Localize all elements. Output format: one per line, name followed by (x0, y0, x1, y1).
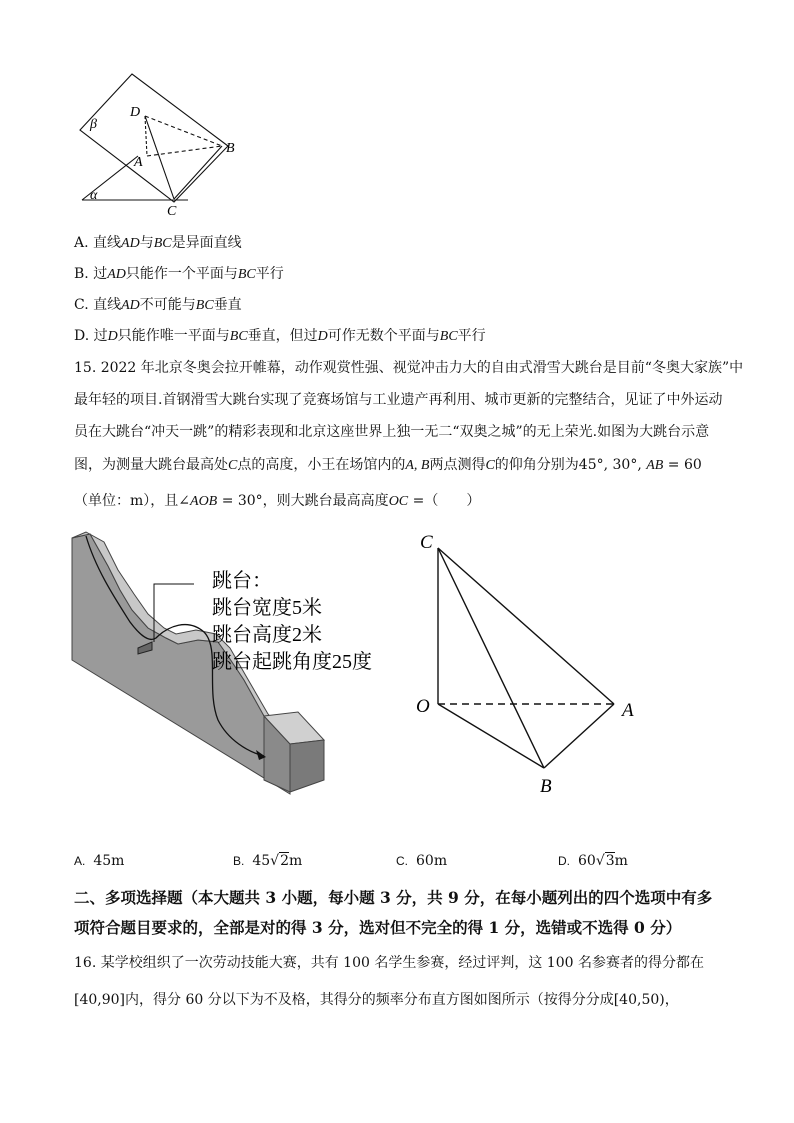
q15-line-1: 15. 2022 年北京冬奥会拉开帷幕，动作观赏性强、视觉冲击力大的自由式滑雪大跳台是目前“冬奥大家族”中 (74, 360, 744, 376)
label-beta: β (90, 117, 97, 132)
q15-answer-c: C. 60m (396, 853, 448, 869)
label-alpha: α (90, 188, 98, 203)
segment-dc (145, 116, 174, 199)
ski-label-title: 跳台： (212, 570, 272, 592)
ski-jump-figure (68, 530, 398, 798)
edge-cb (438, 548, 544, 768)
label-b: B (540, 776, 552, 797)
q15-answer-d: D. 60√3m (558, 853, 628, 869)
label-c: C (167, 204, 177, 216)
q15-line-3: 员在大跳台“冲天一跳”的精彩表现和北京这座世界上独一无二“双奥之城”的无上荣光.如图为大跳台示意 (74, 424, 710, 440)
segment-db (145, 116, 222, 146)
label-o: O (416, 696, 430, 717)
q14-option-c: C. 直线AD不可能与BC垂直 (74, 297, 242, 313)
label-c: C (420, 532, 433, 553)
q14-option-b: B. 过AD只能作一个平面与BC平行 (74, 266, 284, 282)
q15-line-2: 最年轻的项目.首钢滑雪大跳台实现了竞赛场馆与工业遗产再利用、城市更新的完整结合，见证了中外运动 (74, 392, 723, 408)
ski-label-height: 跳台高度2米 (212, 624, 322, 646)
label-d: D (130, 105, 141, 120)
edge-ab (544, 704, 614, 768)
q15-answer-a: A. 45m (74, 853, 125, 869)
ski-landing-front (290, 740, 324, 792)
q14-option-a: A. 直线AD与BC是异面直线 (74, 235, 242, 251)
label-a: A (622, 700, 634, 721)
q15-answer-b: B. 45√2m (233, 853, 303, 869)
q16-line-1: 16. 某学校组织了一次劳动技能大赛，共有 100 名学生参赛，经过评判，这 100 名参赛者的得分都在 (74, 955, 704, 971)
section-2-heading-line-2: 项符合题目要求的，全部是对的得 3 分，选对但不完全的得 1 分，选错或不选得 0 分） (74, 918, 682, 937)
q14-option-d: D. 过D只能作唯一平面与BC垂直，但过D可作无数个平面与BC平行 (74, 328, 486, 344)
section-2-heading-line-1: 二、多项选择题（本大题共 3 小题，每小题 3 分，共 9 分，在每小题列出的四个选项中有多 (74, 888, 713, 907)
ski-label-width: 跳台宽度5米 (212, 597, 322, 619)
q15-line-4: 图，为测量大跳台最高处C点的高度，小王在场馆内的A, B两点测得C的仰角分别为45°, 30°, AB = 60 (74, 457, 702, 473)
plane-figure (70, 66, 250, 216)
edge-ca (438, 548, 614, 704)
label-b: B (226, 141, 235, 156)
q15-line-5: （单位：m），且∠AOB = 30°，则大跳台最高高度OC =（ ） (74, 493, 481, 509)
ski-label-angle: 跳台起跳角度25度 (212, 651, 372, 673)
q16-line-2: [40,90]内，得分 60 分以下为不及格，其得分的频率分布直方图如图所示（按得分分成[40,50)， (74, 992, 679, 1008)
label-a: A (134, 155, 143, 170)
plane-beta (80, 74, 228, 202)
pyramid-figure (408, 528, 658, 798)
segment-cb (174, 146, 222, 199)
